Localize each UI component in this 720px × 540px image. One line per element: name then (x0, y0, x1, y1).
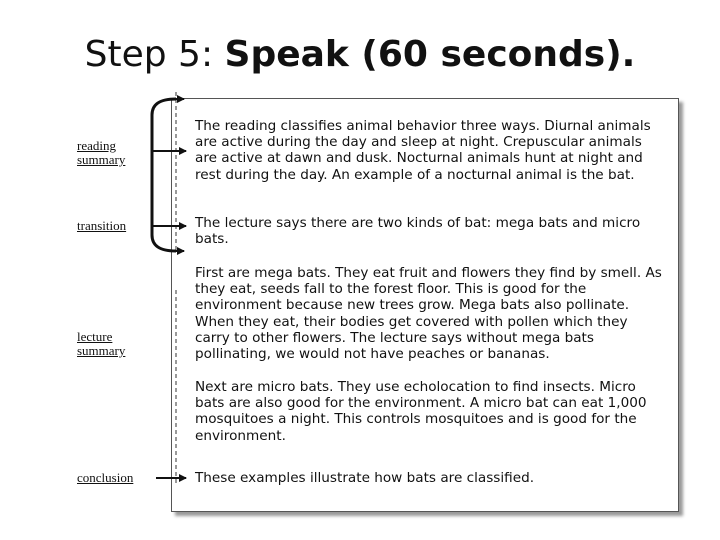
bracket-shape (152, 99, 176, 251)
label-transition: transition (77, 218, 127, 233)
label-reading-line2: summary (77, 152, 126, 167)
title-emphasis: Speak (60 seconds). (224, 34, 636, 75)
label-lecture-line1: lecture (77, 329, 113, 344)
label-lecture-line2: summary (77, 343, 126, 358)
paragraph-transition: The lecture says there are two kinds of bat: mega bats and micro bats. (195, 215, 641, 248)
label-conclusion: conclusion (77, 470, 134, 485)
title-prefix: Step 5: (84, 34, 225, 75)
paragraph-conclusion: These examples illustrate how bats are classified. (195, 470, 535, 486)
paragraph-reading: The reading classifies animal behavior three ways. Diurnal animals are active during the day and sleep at night. Crepuscular animals are active at dawn and dusk. Nocturnal animals hunt at night and rest during the day. An example of a nocturnal animal is the bat. (195, 118, 651, 183)
paragraph-micro-bats: Next are micro bats. They use echolocation to find insects. Micro bats are also good for the environment. A micro bat can eat 1,000 mosquitoes a night. This controls mosquitoes and is good for the environment. (195, 379, 647, 444)
label-reading-line1: reading (77, 138, 116, 153)
paragraph-mega-bats: First are mega bats. They eat fruit and flowers they find by smell. As they eat, seeds fall to the forest floor. This is good for the environment because new trees grow. Mega bats also pollinate. When they eat, their bodies get covered with pollen which they carry to other flowers. The lecture says without mega bats pollinating, we would not have peaches or bananas. (195, 265, 662, 363)
